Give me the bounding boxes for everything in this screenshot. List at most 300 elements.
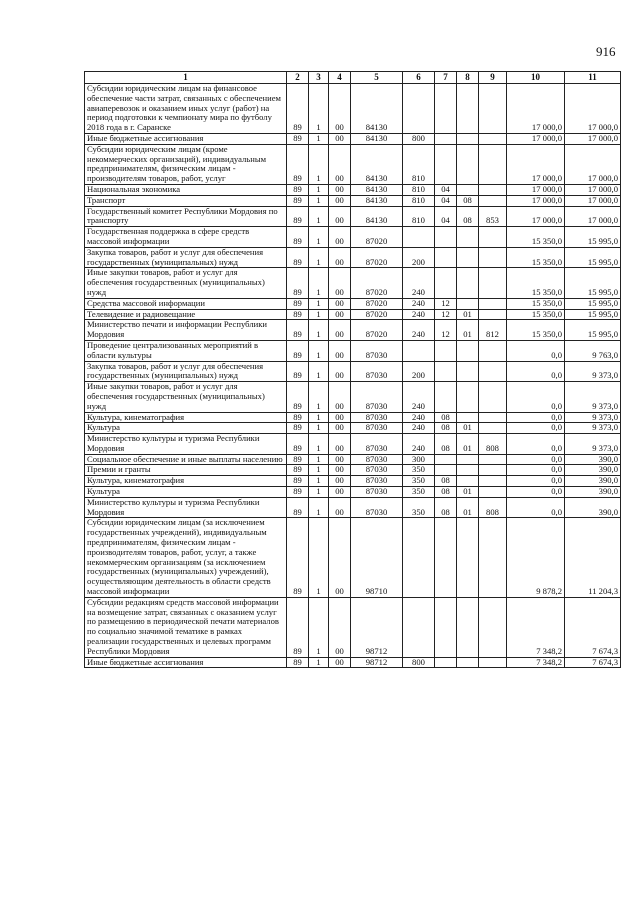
column-header: 7 — [435, 72, 457, 84]
row-code-4: 00 — [329, 497, 351, 518]
row-code-3: 1 — [309, 465, 329, 476]
row-code-5: 87030 — [351, 465, 403, 476]
table-row — [85, 518, 621, 597]
row-code-8 — [457, 247, 479, 268]
row-code-7 — [435, 133, 457, 144]
column-header: 1 — [85, 72, 287, 84]
table-row — [85, 195, 621, 206]
row-code-7 — [435, 144, 457, 184]
row-amount-10: 0,0 — [507, 412, 565, 423]
row-code-2: 89 — [287, 597, 309, 657]
row-amount-11: 17 000,0 — [565, 144, 621, 184]
row-code-7: 08 — [435, 487, 457, 498]
row-code-6: 810 — [403, 184, 435, 195]
row-code-4: 00 — [329, 340, 351, 361]
row-code-9 — [479, 184, 507, 195]
row-label: Иные закупки товаров, работ и услуг для обеспечения государственных (муниципальных) нужд — [85, 382, 287, 412]
row-code-9 — [479, 597, 507, 657]
row-code-2: 89 — [287, 412, 309, 423]
row-code-9 — [479, 423, 507, 434]
row-amount-10: 17 000,0 — [507, 184, 565, 195]
row-code-4: 00 — [329, 434, 351, 455]
table-row — [85, 309, 621, 320]
row-code-8: 01 — [457, 320, 479, 341]
row-code-4: 00 — [329, 423, 351, 434]
row-code-6: 350 — [403, 465, 435, 476]
row-code-5: 84130 — [351, 133, 403, 144]
row-code-4: 00 — [329, 320, 351, 341]
row-code-9: 808 — [479, 497, 507, 518]
table-row — [85, 268, 621, 298]
row-code-5: 87030 — [351, 487, 403, 498]
row-amount-10: 0,0 — [507, 454, 565, 465]
row-amount-11: 9 373,0 — [565, 412, 621, 423]
table-row — [85, 144, 621, 184]
row-code-8: 01 — [457, 497, 479, 518]
row-amount-11: 17 000,0 — [565, 195, 621, 206]
row-amount-11: 11 204,3 — [565, 518, 621, 597]
row-code-5: 87030 — [351, 340, 403, 361]
row-code-8 — [457, 518, 479, 597]
row-label: Иные закупки товаров, работ и услуг для обеспечения государственных (муниципальных) нужд — [85, 268, 287, 298]
row-code-8: 08 — [457, 206, 479, 227]
row-amount-10: 0,0 — [507, 382, 565, 412]
row-code-2: 89 — [287, 247, 309, 268]
row-label: Национальная экономика — [85, 184, 287, 195]
row-code-6: 240 — [403, 309, 435, 320]
row-code-8 — [457, 133, 479, 144]
row-code-3: 1 — [309, 298, 329, 309]
row-label: Культура — [85, 423, 287, 434]
row-label: Транспорт — [85, 195, 287, 206]
row-code-5: 84130 — [351, 195, 403, 206]
row-code-7 — [435, 454, 457, 465]
row-label: Закупка товаров, работ и услуг для обеспечения государственных (муниципальных) нужд — [85, 247, 287, 268]
row-code-7: 08 — [435, 423, 457, 434]
row-label: Субсидии юридическим лицам (за исключением государственных учреждений), индивидуальным предпринимателям, физическим лицам - производителям товаров, работ, услуг, а также некоммерческим организациям (за исключением государственных (муниципальных) учреждений), осуществляющим деятельность в области средств массовой информации — [85, 518, 287, 597]
row-amount-11: 15 995,0 — [565, 320, 621, 341]
row-code-9 — [479, 227, 507, 248]
table-row — [85, 454, 621, 465]
row-label: Премии и гранты — [85, 465, 287, 476]
row-code-9 — [479, 657, 507, 668]
row-amount-11: 390,0 — [565, 454, 621, 465]
row-amount-11: 17 000,0 — [565, 84, 621, 134]
row-code-4: 00 — [329, 476, 351, 487]
row-code-6: 300 — [403, 454, 435, 465]
row-code-6: 240 — [403, 268, 435, 298]
row-code-9 — [479, 412, 507, 423]
row-code-5: 87030 — [351, 382, 403, 412]
row-code-7: 04 — [435, 206, 457, 227]
row-code-5: 87030 — [351, 497, 403, 518]
row-code-9 — [479, 247, 507, 268]
row-code-4: 00 — [329, 382, 351, 412]
row-code-8: 01 — [457, 487, 479, 498]
row-amount-10: 15 350,0 — [507, 298, 565, 309]
row-code-6: 800 — [403, 133, 435, 144]
row-code-2: 89 — [287, 487, 309, 498]
row-code-5: 87020 — [351, 320, 403, 341]
row-code-7: 12 — [435, 309, 457, 320]
row-code-3: 1 — [309, 487, 329, 498]
column-header: 9 — [479, 72, 507, 84]
column-header: 8 — [457, 72, 479, 84]
row-label: Субсидии юридическим лицам (кроме некоммерческих организаций), индивидуальным предпринимателям, физическим лицам - производителям товаров, работ, услуг — [85, 144, 287, 184]
row-code-5: 87030 — [351, 476, 403, 487]
row-code-9: 853 — [479, 206, 507, 227]
row-code-4: 00 — [329, 268, 351, 298]
row-code-3: 1 — [309, 84, 329, 134]
row-amount-11: 9 373,0 — [565, 361, 621, 382]
row-code-8 — [457, 84, 479, 134]
row-label: Государственная поддержка в сфере средств массовой информации — [85, 227, 287, 248]
row-code-6 — [403, 597, 435, 657]
row-amount-10: 0,0 — [507, 487, 565, 498]
row-amount-10: 17 000,0 — [507, 144, 565, 184]
row-code-4: 00 — [329, 454, 351, 465]
row-code-8 — [457, 184, 479, 195]
row-label: Субсидии редакциям средств массовой информации на возмещение затрат, связанных с оказанием услуг по размещению в периодической печати материалов по социально значимой тематике в рамках реализации государственных и целевых программ Республики Мордовия — [85, 597, 287, 657]
row-code-2: 89 — [287, 133, 309, 144]
row-amount-11: 9 763,0 — [565, 340, 621, 361]
row-code-6: 200 — [403, 361, 435, 382]
row-amount-11: 17 000,0 — [565, 133, 621, 144]
row-code-7: 12 — [435, 320, 457, 341]
row-code-6: 350 — [403, 476, 435, 487]
row-amount-10: 15 350,0 — [507, 227, 565, 248]
row-code-2: 89 — [287, 184, 309, 195]
row-code-9 — [479, 361, 507, 382]
table-row — [85, 340, 621, 361]
row-label: Культура, кинематография — [85, 476, 287, 487]
row-code-5: 87030 — [351, 412, 403, 423]
row-code-9: 808 — [479, 434, 507, 455]
row-code-2: 89 — [287, 227, 309, 248]
row-code-3: 1 — [309, 434, 329, 455]
row-code-7: 08 — [435, 412, 457, 423]
row-label: Министерство культуры и туризма Республики Мордовия — [85, 497, 287, 518]
row-code-3: 1 — [309, 454, 329, 465]
row-code-7 — [435, 382, 457, 412]
row-code-6: 240 — [403, 423, 435, 434]
row-amount-11: 390,0 — [565, 497, 621, 518]
row-amount-11: 7 674,3 — [565, 657, 621, 668]
row-label: Закупка товаров, работ и услуг для обеспечения государственных (муниципальных) нужд — [85, 361, 287, 382]
row-code-3: 1 — [309, 309, 329, 320]
row-code-8 — [457, 476, 479, 487]
row-label: Субсидии юридическим лицам на финансовое обеспечение части затрат, связанных с обеспечением авиаперевозок и оказанием иных услуг (работ) на период подготовки к чемпионату мира по футболу 2018 года в г. Саранске — [85, 84, 287, 134]
row-code-9 — [479, 454, 507, 465]
row-code-8 — [457, 340, 479, 361]
table-row — [85, 84, 621, 134]
row-code-7: 04 — [435, 184, 457, 195]
row-code-7 — [435, 465, 457, 476]
row-code-5: 87030 — [351, 361, 403, 382]
row-code-4: 00 — [329, 518, 351, 597]
row-label: Телевидение и радиовещание — [85, 309, 287, 320]
row-code-6: 350 — [403, 487, 435, 498]
row-code-6: 810 — [403, 206, 435, 227]
row-code-7 — [435, 268, 457, 298]
row-code-5: 87020 — [351, 247, 403, 268]
row-amount-10: 17 000,0 — [507, 206, 565, 227]
row-code-4: 00 — [329, 206, 351, 227]
row-code-4: 00 — [329, 597, 351, 657]
row-amount-10: 9 878,2 — [507, 518, 565, 597]
row-code-5: 98710 — [351, 518, 403, 597]
budget-table — [84, 71, 621, 668]
row-code-5: 87020 — [351, 268, 403, 298]
row-code-9 — [479, 309, 507, 320]
row-code-9 — [479, 382, 507, 412]
row-code-5: 98712 — [351, 657, 403, 668]
table-row — [85, 133, 621, 144]
row-code-4: 00 — [329, 361, 351, 382]
row-code-8: 08 — [457, 195, 479, 206]
row-code-6: 240 — [403, 434, 435, 455]
row-code-4: 00 — [329, 184, 351, 195]
row-code-7 — [435, 518, 457, 597]
table-row — [85, 412, 621, 423]
column-header: 5 — [351, 72, 403, 84]
row-code-4: 00 — [329, 657, 351, 668]
row-code-2: 89 — [287, 309, 309, 320]
table-row — [85, 657, 621, 668]
row-code-3: 1 — [309, 476, 329, 487]
row-code-8 — [457, 144, 479, 184]
row-label: Средства массовой информации — [85, 298, 287, 309]
row-amount-11: 7 674,3 — [565, 597, 621, 657]
row-code-3: 1 — [309, 184, 329, 195]
row-label: Государственный комитет Республики Мордовия по транспорту — [85, 206, 287, 227]
row-code-4: 00 — [329, 465, 351, 476]
row-amount-11: 15 995,0 — [565, 227, 621, 248]
table-row — [85, 476, 621, 487]
row-code-7: 04 — [435, 195, 457, 206]
row-amount-10: 17 000,0 — [507, 84, 565, 134]
row-code-6 — [403, 84, 435, 134]
row-code-8 — [457, 227, 479, 248]
row-amount-11: 15 995,0 — [565, 309, 621, 320]
row-amount-10: 7 348,2 — [507, 657, 565, 668]
row-code-3: 1 — [309, 340, 329, 361]
row-code-9 — [479, 340, 507, 361]
row-code-9 — [479, 84, 507, 134]
row-amount-11: 390,0 — [565, 476, 621, 487]
row-amount-10: 0,0 — [507, 465, 565, 476]
row-code-6: 240 — [403, 382, 435, 412]
column-header: 11 — [565, 72, 621, 84]
column-header: 10 — [507, 72, 565, 84]
row-code-7 — [435, 340, 457, 361]
row-code-2: 89 — [287, 518, 309, 597]
row-code-2: 89 — [287, 423, 309, 434]
row-code-5: 84130 — [351, 144, 403, 184]
row-code-3: 1 — [309, 497, 329, 518]
row-code-5: 87030 — [351, 423, 403, 434]
row-code-7 — [435, 657, 457, 668]
row-code-3: 1 — [309, 247, 329, 268]
row-amount-11: 15 995,0 — [565, 298, 621, 309]
row-code-4: 00 — [329, 195, 351, 206]
row-code-9 — [479, 144, 507, 184]
table-row — [85, 361, 621, 382]
row-code-3: 1 — [309, 206, 329, 227]
row-code-5: 87030 — [351, 434, 403, 455]
row-code-7: 08 — [435, 434, 457, 455]
row-code-8: 01 — [457, 423, 479, 434]
row-code-8: 01 — [457, 309, 479, 320]
row-amount-11: 15 995,0 — [565, 247, 621, 268]
row-label: Проведение централизованных мероприятий в области культуры — [85, 340, 287, 361]
row-code-8: 01 — [457, 434, 479, 455]
row-amount-10: 17 000,0 — [507, 195, 565, 206]
row-code-2: 89 — [287, 476, 309, 487]
row-code-2: 89 — [287, 268, 309, 298]
row-code-9 — [479, 518, 507, 597]
row-code-6 — [403, 340, 435, 361]
row-amount-11: 9 373,0 — [565, 434, 621, 455]
row-code-3: 1 — [309, 133, 329, 144]
row-code-2: 89 — [287, 206, 309, 227]
row-code-6: 240 — [403, 298, 435, 309]
row-amount-11: 9 373,0 — [565, 423, 621, 434]
table-row — [85, 184, 621, 195]
row-code-3: 1 — [309, 144, 329, 184]
row-code-2: 89 — [287, 340, 309, 361]
row-amount-10: 15 350,0 — [507, 309, 565, 320]
row-code-4: 00 — [329, 412, 351, 423]
row-code-2: 89 — [287, 382, 309, 412]
row-code-9 — [479, 268, 507, 298]
table-row — [85, 320, 621, 341]
row-code-4: 00 — [329, 227, 351, 248]
column-header: 3 — [309, 72, 329, 84]
row-code-2: 89 — [287, 195, 309, 206]
row-code-2: 89 — [287, 144, 309, 184]
row-code-2: 89 — [287, 298, 309, 309]
row-code-4: 00 — [329, 487, 351, 498]
row-code-9 — [479, 298, 507, 309]
row-label: Министерство печати и информации Республики Мордовия — [85, 320, 287, 341]
table-row — [85, 206, 621, 227]
row-code-6: 240 — [403, 320, 435, 341]
row-code-2: 89 — [287, 361, 309, 382]
row-code-2: 89 — [287, 497, 309, 518]
row-code-5: 84130 — [351, 184, 403, 195]
row-code-5: 87020 — [351, 298, 403, 309]
row-code-5: 87020 — [351, 227, 403, 248]
row-code-2: 89 — [287, 465, 309, 476]
row-code-8 — [457, 465, 479, 476]
table-row — [85, 487, 621, 498]
row-code-3: 1 — [309, 195, 329, 206]
row-code-2: 89 — [287, 434, 309, 455]
row-code-7: 08 — [435, 497, 457, 518]
row-amount-10: 0,0 — [507, 434, 565, 455]
row-code-2: 89 — [287, 320, 309, 341]
row-code-3: 1 — [309, 423, 329, 434]
row-amount-11: 390,0 — [565, 465, 621, 476]
row-code-3: 1 — [309, 320, 329, 341]
row-amount-10: 17 000,0 — [507, 133, 565, 144]
row-code-5: 87030 — [351, 454, 403, 465]
row-amount-10: 15 350,0 — [507, 320, 565, 341]
row-code-9 — [479, 133, 507, 144]
row-amount-10: 0,0 — [507, 361, 565, 382]
row-code-4: 00 — [329, 144, 351, 184]
table-row — [85, 227, 621, 248]
row-amount-10: 0,0 — [507, 497, 565, 518]
row-label: Иные бюджетные ассигнования — [85, 133, 287, 144]
row-code-7 — [435, 84, 457, 134]
row-code-9 — [479, 465, 507, 476]
column-header: 6 — [403, 72, 435, 84]
row-amount-11: 17 000,0 — [565, 184, 621, 195]
row-code-5: 98712 — [351, 597, 403, 657]
row-code-4: 00 — [329, 84, 351, 134]
row-code-9 — [479, 195, 507, 206]
row-code-9: 812 — [479, 320, 507, 341]
table-row — [85, 434, 621, 455]
row-code-6: 200 — [403, 247, 435, 268]
row-label: Иные бюджетные ассигнования — [85, 657, 287, 668]
table-row — [85, 247, 621, 268]
row-code-3: 1 — [309, 361, 329, 382]
table-row — [85, 497, 621, 518]
row-amount-11: 15 995,0 — [565, 268, 621, 298]
page-number: 916 — [596, 44, 616, 59]
row-label: Культура — [85, 487, 287, 498]
row-code-7: 12 — [435, 298, 457, 309]
row-amount-10: 0,0 — [507, 476, 565, 487]
column-header: 4 — [329, 72, 351, 84]
row-code-7 — [435, 247, 457, 268]
row-code-9 — [479, 487, 507, 498]
row-code-6: 350 — [403, 497, 435, 518]
row-code-5: 84130 — [351, 206, 403, 227]
row-amount-10: 0,0 — [507, 340, 565, 361]
row-code-8 — [457, 454, 479, 465]
row-code-3: 1 — [309, 382, 329, 412]
row-code-2: 89 — [287, 657, 309, 668]
row-amount-10: 7 348,2 — [507, 597, 565, 657]
row-code-2: 89 — [287, 454, 309, 465]
column-header: 2 — [287, 72, 309, 84]
row-code-3: 1 — [309, 518, 329, 597]
row-code-8 — [457, 361, 479, 382]
row-code-5: 84130 — [351, 84, 403, 134]
row-code-8 — [457, 657, 479, 668]
row-code-6: 800 — [403, 657, 435, 668]
row-code-7: 08 — [435, 476, 457, 487]
row-code-6 — [403, 227, 435, 248]
row-amount-11: 17 000,0 — [565, 206, 621, 227]
row-code-3: 1 — [309, 268, 329, 298]
row-code-3: 1 — [309, 227, 329, 248]
row-code-4: 00 — [329, 298, 351, 309]
row-amount-10: 15 350,0 — [507, 247, 565, 268]
row-code-7 — [435, 361, 457, 382]
row-code-3: 1 — [309, 657, 329, 668]
table-row — [85, 597, 621, 657]
row-code-6: 810 — [403, 144, 435, 184]
table-row — [85, 465, 621, 476]
row-amount-11: 390,0 — [565, 487, 621, 498]
row-code-4: 00 — [329, 309, 351, 320]
row-code-6 — [403, 518, 435, 597]
